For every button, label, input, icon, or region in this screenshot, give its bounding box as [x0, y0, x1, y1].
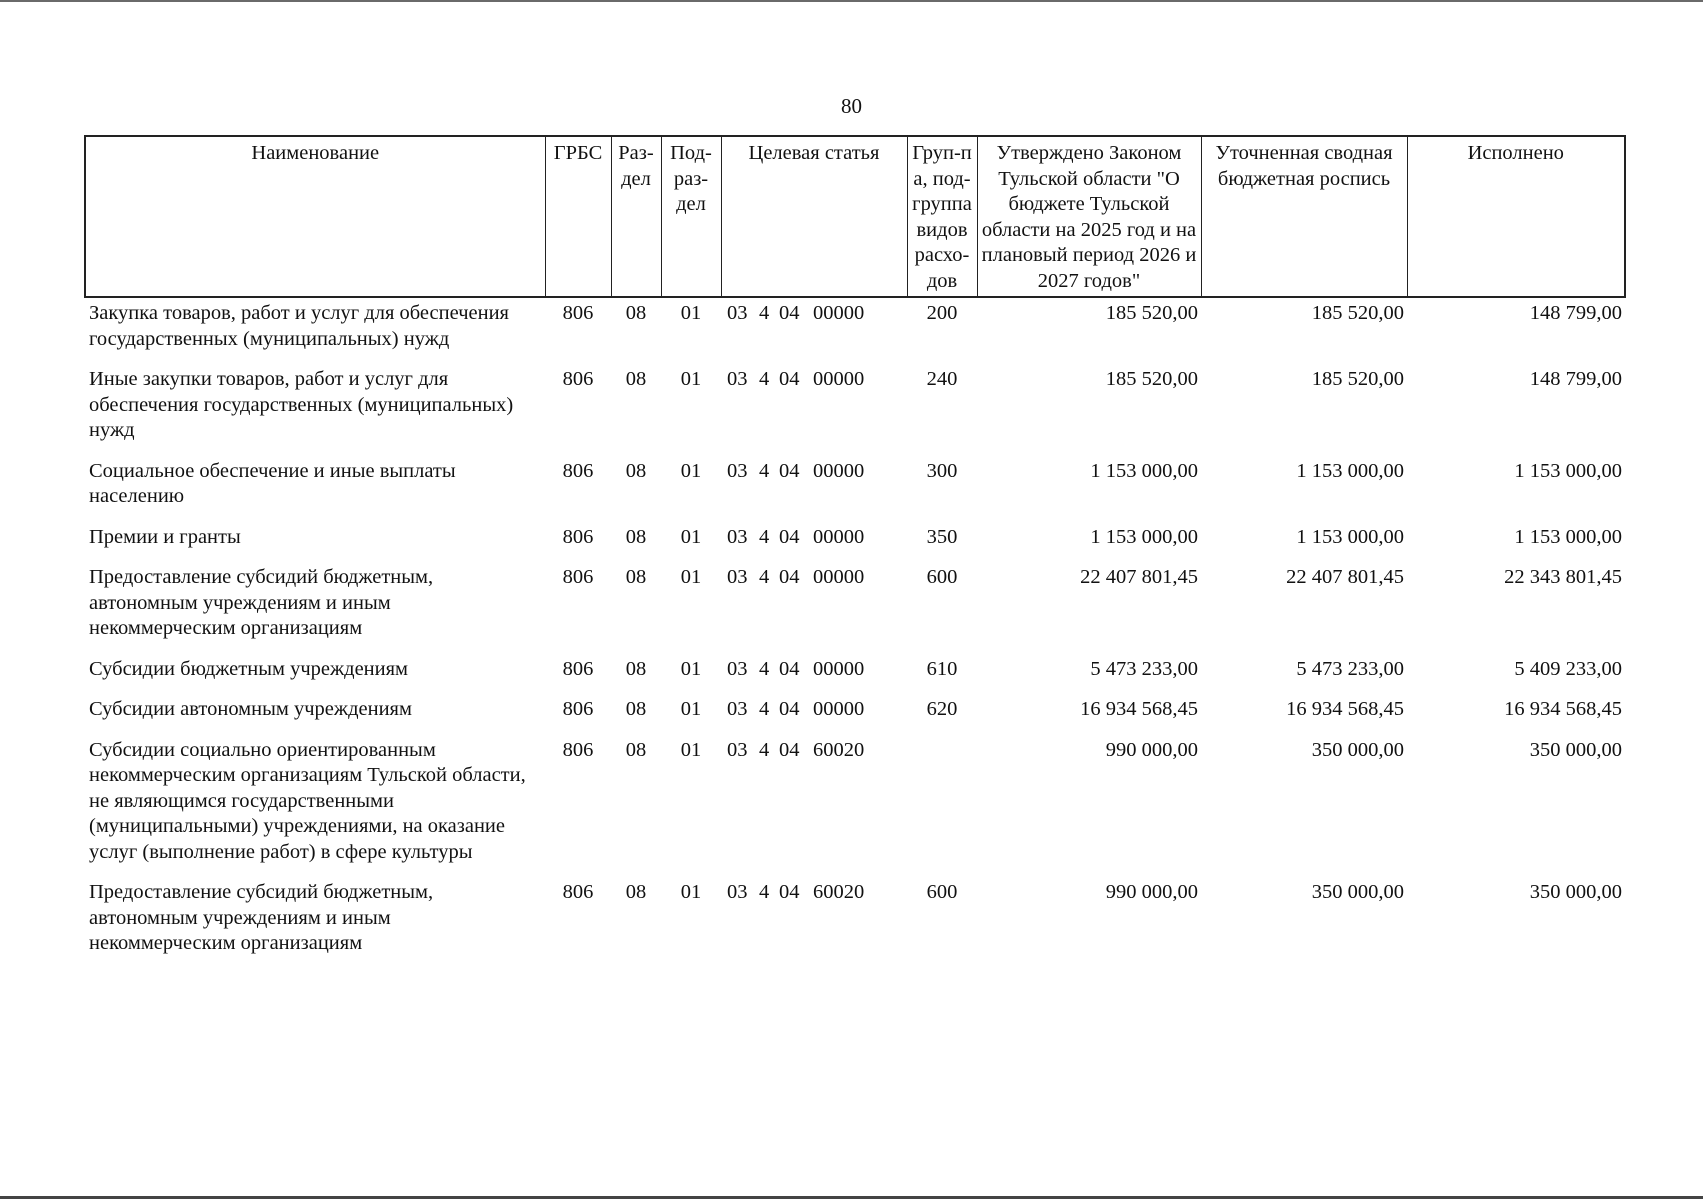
row-name: Социальное обеспечение и иные выплаты населению	[89, 459, 456, 507]
row-group: 350	[926, 525, 958, 548]
row-grbs: 806	[562, 302, 594, 324]
target-direction: 00000	[813, 657, 865, 680]
header-grbs: ГРБС	[545, 136, 611, 297]
target-direction: 00000	[813, 302, 865, 324]
row-grbs: 806	[562, 881, 594, 903]
row-group: 300	[926, 459, 958, 482]
row-approved: 16 934 568,45	[1080, 698, 1198, 720]
row-target-article	[721, 297, 907, 364]
row-name: Предоставление субсидий бюджетным, автономным учреждениям и иным некоммерческим организациям	[89, 566, 434, 639]
row-name: Премии и гранты	[89, 525, 241, 548]
target-type: 4	[759, 368, 770, 390]
target-program: 03	[727, 368, 748, 390]
table-row	[85, 654, 1625, 695]
row-razdel: 08	[625, 698, 647, 720]
row-approved: 185 520,00	[1105, 368, 1198, 390]
row-executed: 22 343 801,45	[1504, 566, 1622, 588]
target-direction: 60020	[813, 738, 865, 761]
row-name: Субсидии автономным учреждениям	[89, 698, 412, 720]
header-name: Наименование	[85, 136, 545, 297]
target-type: 4	[759, 657, 770, 680]
row-refined: 350 000,00	[1311, 881, 1404, 903]
row-executed: 148 799,00	[1529, 302, 1622, 324]
table-row	[85, 456, 1625, 522]
target-direction: 00000	[813, 698, 865, 720]
row-grbs: 806	[562, 566, 594, 588]
target-direction: 00000	[813, 368, 865, 390]
target-direction: 00000	[813, 459, 865, 482]
row-target-article	[721, 694, 907, 735]
target-direction: 00000	[813, 525, 865, 548]
target-subprogram: 04	[779, 698, 800, 720]
target-type: 4	[759, 302, 770, 324]
target-type: 4	[759, 459, 770, 482]
target-subprogram: 04	[779, 525, 800, 548]
row-executed: 5 409 233,00	[1514, 657, 1622, 680]
row-approved: 990 000,00	[1105, 881, 1198, 903]
row-name: Иные закупки товаров, работ и услуг для обеспечения государственных (муниципальных) нужд	[89, 368, 514, 441]
row-refined: 1 153 000,00	[1296, 525, 1404, 548]
target-subprogram: 04	[779, 459, 800, 482]
row-target-article	[721, 456, 907, 522]
row-podrazdel: 01	[680, 368, 702, 390]
header-podrazdel: Под-раз-дел	[661, 136, 721, 297]
row-refined: 1 153 000,00	[1296, 459, 1404, 482]
header-group: Груп-па, под-группа видов расхо-дов	[907, 136, 977, 297]
header-target: Целевая статья	[721, 136, 907, 297]
row-group: 200	[926, 302, 958, 324]
page-number: 80	[841, 94, 862, 118]
row-group: 610	[926, 657, 958, 680]
target-program: 03	[727, 657, 748, 680]
target-subprogram: 04	[779, 881, 800, 903]
row-target-article	[721, 654, 907, 695]
row-approved: 1 153 000,00	[1090, 525, 1198, 548]
table-header	[85, 136, 1625, 297]
row-refined: 350 000,00	[1311, 738, 1404, 761]
row-refined: 185 520,00	[1311, 368, 1404, 390]
row-target-article	[721, 364, 907, 456]
table-row	[85, 877, 1625, 969]
table-row	[85, 694, 1625, 735]
row-razdel: 08	[625, 525, 647, 548]
row-approved: 22 407 801,45	[1080, 566, 1198, 588]
target-type: 4	[759, 881, 770, 903]
row-razdel: 08	[625, 302, 647, 324]
table-row	[85, 297, 1625, 364]
target-program: 03	[727, 459, 748, 482]
row-podrazdel: 01	[680, 881, 702, 903]
table-row	[85, 364, 1625, 456]
target-subprogram: 04	[779, 738, 800, 761]
row-grbs: 806	[562, 657, 594, 680]
row-approved: 185 520,00	[1105, 302, 1198, 324]
row-executed: 350 000,00	[1529, 881, 1622, 903]
header-razdel: Раз-дел	[611, 136, 661, 297]
row-name: Закупка товаров, работ и услуг для обеспечения государственных (муниципальных) нужд	[89, 302, 509, 350]
table-body	[85, 297, 1625, 969]
row-target-article	[721, 522, 907, 563]
row-approved: 1 153 000,00	[1090, 459, 1198, 482]
row-refined: 16 934 568,45	[1286, 698, 1404, 720]
row-refined: 185 520,00	[1311, 302, 1404, 324]
header-approved: Утверждено Законом Тульской области "О бюджете Тульской области на 2025 год и на плановый период 2026 и 2027 годов"	[977, 136, 1201, 297]
row-target-article	[721, 735, 907, 878]
row-group	[907, 735, 977, 878]
row-razdel: 08	[625, 881, 647, 903]
row-executed: 350 000,00	[1529, 738, 1622, 761]
target-subprogram: 04	[779, 657, 800, 680]
row-razdel: 08	[625, 368, 647, 390]
target-type: 4	[759, 738, 770, 761]
row-target-article	[721, 877, 907, 969]
row-target-article	[721, 562, 907, 654]
top-scan-edge	[0, 0, 1703, 2]
row-grbs: 806	[562, 459, 594, 482]
target-program: 03	[727, 302, 748, 324]
row-group: 600	[926, 881, 958, 903]
row-approved: 990 000,00	[1105, 738, 1198, 761]
header-executed: Исполнено	[1407, 136, 1625, 297]
row-name: Предоставление субсидий бюджетным, автономным учреждениям и иным некоммерческим организациям	[89, 881, 434, 954]
row-podrazdel: 01	[680, 459, 702, 482]
target-program: 03	[727, 566, 748, 588]
row-refined: 22 407 801,45	[1286, 566, 1404, 588]
target-type: 4	[759, 698, 770, 720]
target-subprogram: 04	[779, 368, 800, 390]
row-grbs: 806	[562, 368, 594, 390]
row-group: 620	[926, 698, 958, 720]
row-executed: 1 153 000,00	[1514, 525, 1622, 548]
table-row	[85, 562, 1625, 654]
row-group: 600	[926, 566, 958, 588]
row-grbs: 806	[562, 738, 594, 761]
target-program: 03	[727, 525, 748, 548]
target-direction: 00000	[813, 566, 865, 588]
row-executed: 1 153 000,00	[1514, 459, 1622, 482]
target-program: 03	[727, 698, 748, 720]
row-podrazdel: 01	[680, 566, 702, 588]
table-row	[85, 735, 1625, 878]
row-grbs: 806	[562, 698, 594, 720]
row-podrazdel: 01	[680, 302, 702, 324]
row-approved: 5 473 233,00	[1090, 657, 1198, 680]
row-name: Субсидии бюджетным учреждениям	[89, 657, 409, 680]
target-subprogram: 04	[779, 302, 800, 324]
target-program: 03	[727, 881, 748, 903]
target-type: 4	[759, 566, 770, 588]
row-grbs: 806	[562, 525, 594, 548]
row-podrazdel: 01	[680, 738, 702, 761]
bottom-scan-edge	[0, 1196, 1703, 1199]
target-program: 03	[727, 738, 748, 761]
target-direction: 60020	[813, 881, 865, 903]
row-podrazdel: 01	[680, 698, 702, 720]
row-podrazdel: 01	[680, 525, 702, 548]
budget-table	[84, 135, 1626, 969]
target-type: 4	[759, 525, 770, 548]
target-subprogram: 04	[779, 566, 800, 588]
row-razdel: 08	[625, 566, 647, 588]
row-executed: 148 799,00	[1529, 368, 1622, 390]
row-razdel: 08	[625, 459, 647, 482]
row-razdel: 08	[625, 738, 647, 761]
row-podrazdel: 01	[680, 657, 702, 680]
row-refined: 5 473 233,00	[1296, 657, 1404, 680]
row-razdel: 08	[625, 657, 647, 680]
row-name: Субсидии социально ориентированным некоммерческим организациям Тульской области, не являющимся государственными (муниципальными) учреждениями, на оказание услуг (выполнение работ) в сфере культуры	[89, 738, 526, 863]
header-refined: Уточненная сводная бюджетная роспись	[1201, 136, 1407, 297]
table-row	[85, 522, 1625, 563]
row-executed: 16 934 568,45	[1504, 698, 1622, 720]
row-group: 240	[926, 368, 958, 390]
